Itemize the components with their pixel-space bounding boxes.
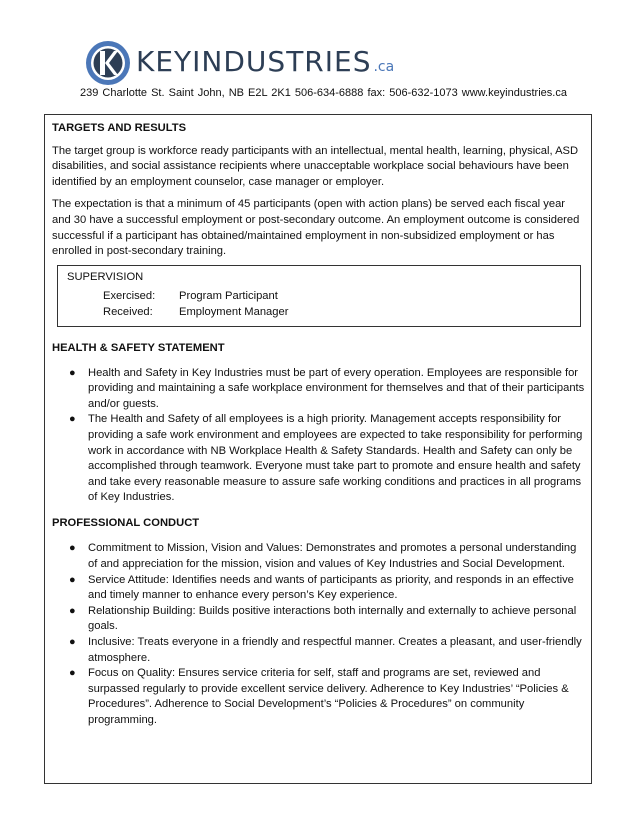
bullet-icon: ● [69, 667, 76, 680]
list-item: ● Commitment to Mission, Vision and Values: Demonstrates and promotes a personal understanding of and appreciation for the mission, vision and values of Key Industries and Social Development. [69, 542, 577, 571]
bullet-icon: ● [69, 366, 76, 379]
targets-paragraph-2: The expectation is that a minimum of 45 participants (open with action plans) be served each fiscal year and 30 have a successful employment or post-secondary outcome. An employment outcome is considered successful if a participant has obtained/maintained employment in non-subsidized employment or has enrolled in post-secondary training. [52, 198, 580, 258]
bullet-icon: ● [69, 604, 76, 617]
bullet-icon: ● [69, 573, 76, 586]
list-item: ● Relationship Building: Builds positive interactions both internally and externally to achieve personal goals. [69, 604, 577, 633]
health-safety-heading: HEALTH & SAFETY STATEMENT [52, 341, 225, 354]
company-address: 239 Charlotte St. Saint John, NB E2L 2K1 506-634-6888 fax: 506-632-1073 www.keyindustries.ca [80, 87, 567, 99]
brand-name: KEYINDUSTRIES [136, 45, 372, 78]
received-value: Employment Manager [179, 306, 289, 319]
supervision-exercised-row [103, 289, 580, 305]
bullet-icon: ● [69, 542, 76, 555]
list-item: ● Inclusive: Treats everyone in a friendly and respectful manner. Creates a pleasant, and user-friendly atmosphere. [69, 636, 582, 664]
bullet-icon: ● [69, 413, 76, 426]
conduct-heading: PROFESSIONAL CONDUCT [52, 516, 200, 529]
conduct-list [52, 541, 586, 728]
bullet-icon: ● [69, 636, 76, 649]
exercised-label: Exercised: [103, 290, 156, 303]
brand-tld: .ca [373, 59, 395, 75]
key-logo-icon [84, 39, 132, 87]
received-label: Received: [103, 306, 153, 319]
exercised-value: Program Participant [179, 290, 278, 303]
company-logo [84, 37, 395, 89]
health-safety-list [52, 366, 586, 506]
supervision-heading: SUPERVISION [67, 270, 144, 283]
list-item: ● The Health and Safety of all employees is a high priority. Management accepts responsibility for providing a safe work environment and employees are expected to take responsibility for performing work in accordance with NB Workplace Health & Safety Standards. Health and Safety can only be accomplished through teamwork. Everyone must take part to promote and ensure health and safety and take every reasonable measure to assure safe working conditions and practices in all programs of Key Industries. [69, 413, 583, 504]
targets-paragraph-1: The target group is workforce ready participants with an intellectual, mental health, learning, physical, ASD disabilities, and social assistance recipients where unacceptable workplace social behaviours have been identified by an employment counselor, case manager or employer. [52, 144, 579, 188]
list-item: ● Service Attitude: Identifies needs and wants of participants as priority, and responds in an effective and timely manner to enhance every person’s Key experience. [69, 573, 574, 602]
list-item: ● Focus on Quality: Ensures service criteria for self, staff and programs are set, reviewed and surpassed regularly to provide excellent service delivery. Adherence to Key Industries’ “Policies & Procedures”. Adherence to Social Development’s “Policies & Procedures” on community programming. [69, 667, 569, 726]
supervision-received-row [103, 305, 580, 321]
list-item: ● Health and Safety in Key Industries must be part of every operation. Employees are responsible for providing and maintaining a safe workplace environment for themselves and that of their participants and/or guests. [69, 366, 585, 410]
brand-wordmark [136, 45, 394, 78]
targets-heading: TARGETS AND RESULTS [52, 122, 187, 134]
document-body [52, 121, 586, 729]
supervision-box [57, 265, 581, 327]
